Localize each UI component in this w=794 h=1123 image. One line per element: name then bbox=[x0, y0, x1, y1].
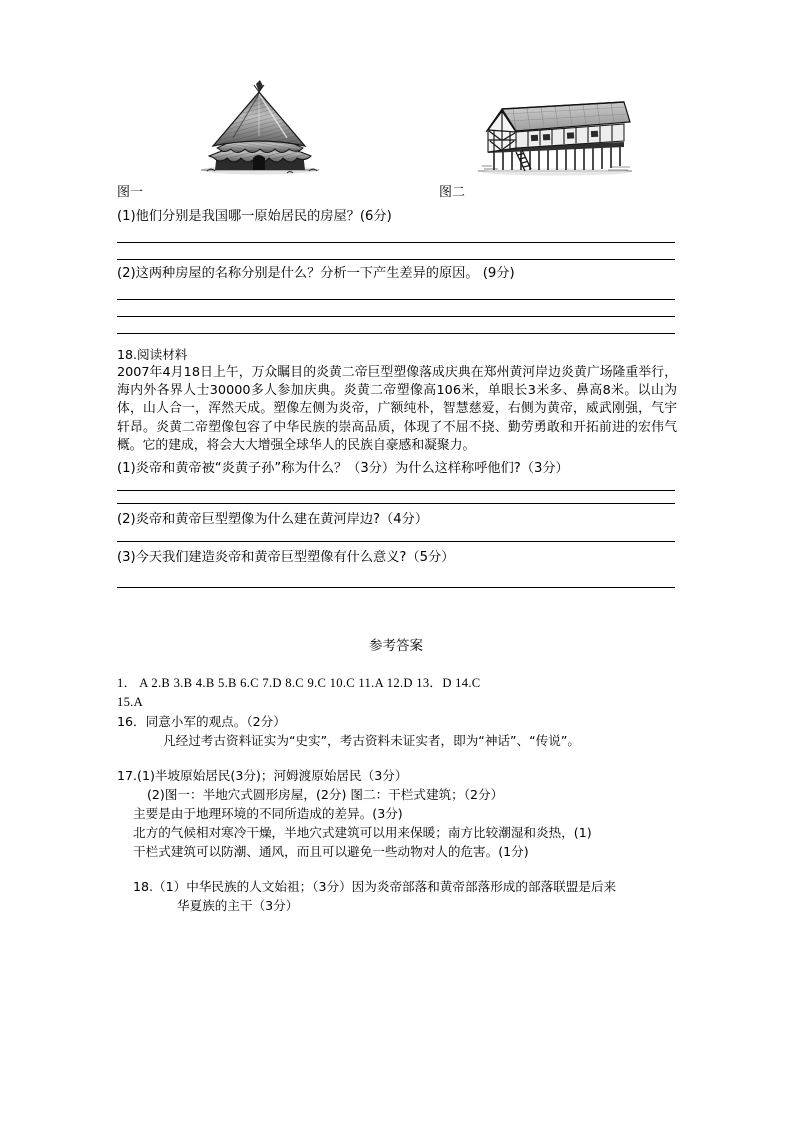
figure-row bbox=[117, 78, 677, 183]
figure-captions bbox=[117, 183, 677, 203]
q18-heading: 18.阅读材料 bbox=[117, 347, 188, 362]
answer-17-line3: 主要是由于地理环境的不同所造成的差异。(3分) bbox=[133, 806, 403, 822]
figure-two-stilt-house bbox=[472, 78, 637, 183]
figure-one-caption: 图一 bbox=[117, 185, 144, 200]
answer-key-choices-line1: 1． A 2.B 3.B 4.B 5.B 6.C 7.D 8.C 9.C 10.C 11.A 12.D 13．D 14.C bbox=[117, 676, 481, 691]
answer-17-line5: 干栏式建筑可以防潮、通风，而且可以避免一些动物对人的危害。(1分) bbox=[133, 844, 529, 860]
answer-17-line4: 北方的气候相对寒冷干燥，半地穴式建筑可以用来保暖；南方比较潮湿和炎热，(1) bbox=[133, 825, 592, 841]
answer-17-line2: (2)图一：半地穴式圆形房屋，(2分) 图二：干栏式建筑；（2分） bbox=[147, 787, 504, 803]
q18-part3-text: (3)今天我们建造炎帝和黄帝巨型塑像有什么意义?（5分） bbox=[117, 550, 455, 566]
thatched-hut-icon bbox=[187, 78, 337, 178]
q17-part1-text: (1)他们分别是我国哪一原始居民的房屋？(6分) bbox=[117, 209, 392, 224]
q18-passage: 2007年4月18日上午，万众瞩目的炎黄二帝巨型塑像落成庆典在郑州黄河岸边炎黄广场隆重举行，海内外各界人士30000多人参加庆典。炎黄二帝塑像高106米，单眼长3米多、鼻高8米。以山为体，山人合一，浑然天成。塑像左侧为炎帝，广额纯朴，智慧慈爱，右侧为黄帝，威武刚强，气宇轩昂。炎黄二帝塑像包容了中华民族的崇高品质，体现了不屈不挠、勤劳勇敢和开拓前进的宏伟气概。它的建成，将会大大增强全球华人的民族自豪感和凝聚力。 bbox=[117, 365, 677, 453]
answer-18-line1: 18.（1）中华民族的人文始祖；（3分）因为炎帝部落和黄帝部落形成的部落联盟是后来 bbox=[133, 879, 617, 895]
answer-17-line1: 17.(1)半坡原始居民(3分)；河姆渡原始居民（3分） bbox=[117, 768, 408, 784]
q18-part1-text: (1)炎帝和黄帝被“炎黄子孙”称为什么？（3分）为什么这样称呼他们?（3分） bbox=[117, 461, 569, 477]
figure-one-thatched-hut bbox=[187, 78, 337, 183]
answer-16-line2: 凡经过考古资料证实为“史实”，考古资料未证实者，即为“神话”、“传说”。 bbox=[163, 733, 580, 749]
answer-18-line2: 华夏族的主干（3分） bbox=[177, 898, 299, 914]
q18-part2-text: (2)炎帝和黄帝巨型塑像为什么建在黄河岸边?（4分） bbox=[117, 512, 429, 528]
answer-key-title: 参考答案 bbox=[369, 638, 423, 655]
q17-part2-text: (2)这两种房屋的名称分别是什么？分析一下产生差异的原因。 (9分) bbox=[117, 266, 515, 281]
answer-key-choices-line2: 15.A bbox=[117, 695, 144, 710]
page-content bbox=[117, 0, 677, 915]
figure-two-caption: 图二 bbox=[439, 185, 466, 200]
stilt-house-icon bbox=[472, 78, 637, 178]
answer-16-line1: 16．同意小军的观点。（2分） bbox=[117, 714, 286, 730]
